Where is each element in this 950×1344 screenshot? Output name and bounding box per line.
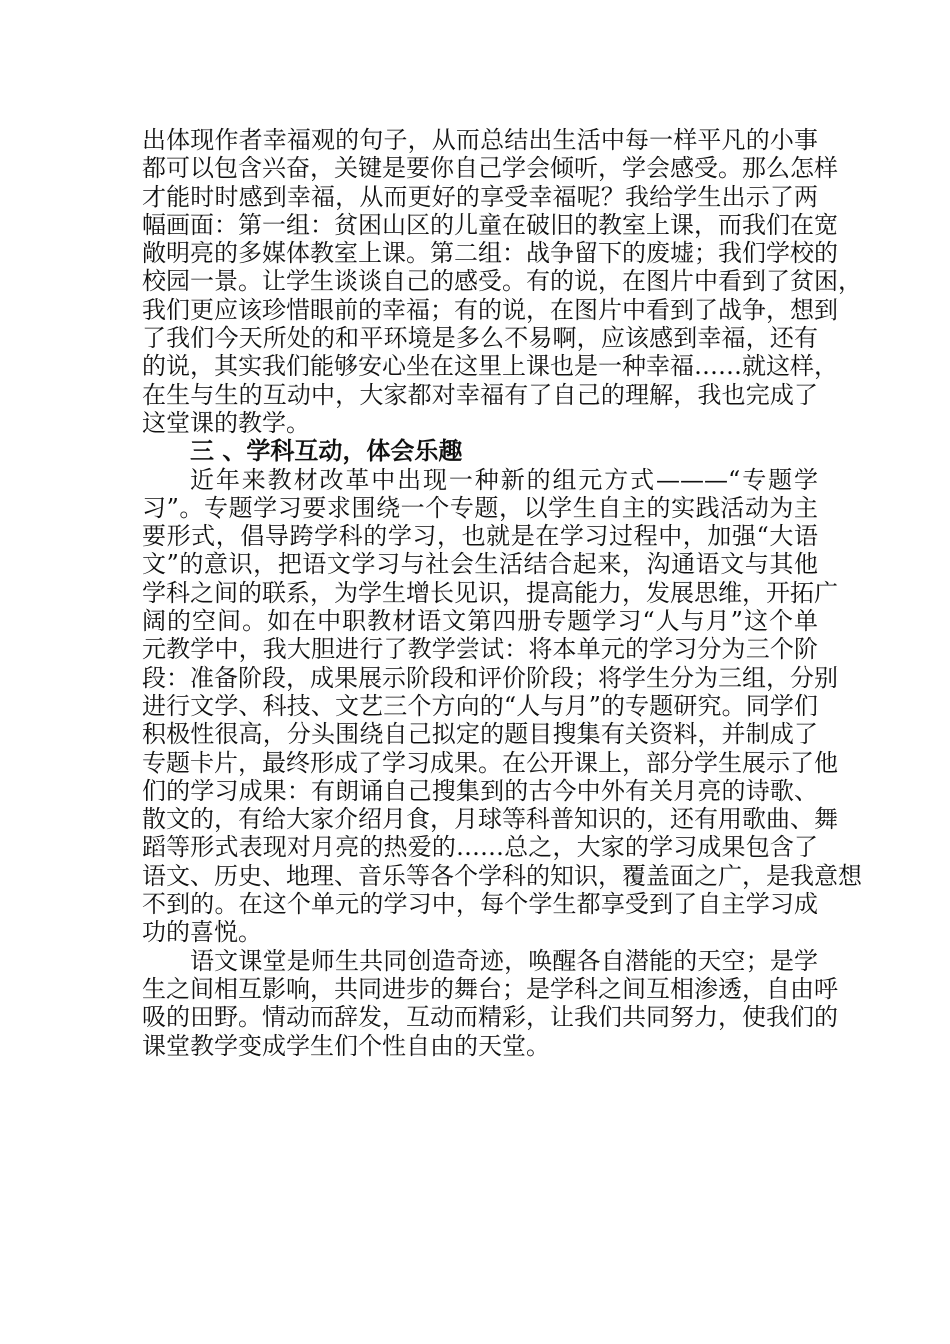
text-line: 语文、历史、地理、音乐等各个学科的知识，覆盖面之广，是我意想 bbox=[142, 861, 862, 890]
text-line: 们的学习成果：有朗诵自己搜集到的古今中外有关月亮的诗歌、 bbox=[142, 776, 818, 805]
text-line: 语文课堂是师生共同创造奇迹，唤醒各自潜能的天空；是学 bbox=[190, 946, 818, 975]
text-line: 课堂教学变成学生们个性自由的天堂。 bbox=[142, 1031, 550, 1060]
text-line: 的说，其实我们能够安心坐在这里上课也是一种幸福……就这样， bbox=[142, 352, 838, 381]
text-line: 积极性很高，分头围绕自己拟定的题目搜集有关资料，并制成了 bbox=[142, 720, 818, 749]
text-line: 我们更应该珍惜眼前的幸福；有的说，在图片中看到了战争，想到 bbox=[142, 295, 838, 324]
text-line: 都可以包含兴奋，关键是要你自己学会倾听，学会感受。那么怎样 bbox=[142, 154, 838, 183]
text-line: 校园一景。让学生谈谈自己的感受。有的说，在图片中看到了贫困， bbox=[142, 267, 862, 296]
paragraph-2 bbox=[142, 465, 862, 947]
text-line: 这堂课的教学。 bbox=[142, 408, 310, 437]
text-line: 出体现作者幸福观的句子，从而总结出生活中每一样平凡的小事 bbox=[142, 126, 818, 154]
text-line: 阔的空间。如在中职教材语文第四册专题学习“人与月”这个单 bbox=[142, 607, 818, 636]
text-line: 元教学中，我大胆进行了教学尝试：将本单元的学习分为三个阶 bbox=[142, 635, 818, 664]
text-line: 要形式，倡导跨学科的学习，也就是在学习过程中，加强“大语 bbox=[142, 522, 818, 551]
text-line: 近年来教材改革中出现一种新的组元方式———“专题学 bbox=[190, 465, 818, 494]
text-line: 才能时时感到幸福，从而更好的享受幸福呢？我给学生出示了两 bbox=[142, 182, 818, 211]
text-line: 段：准备阶段，成果展示阶段和评价阶段；将学生分为三组，分别 bbox=[142, 663, 838, 692]
text-line: 散文的，有给大家介绍月食，月球等科普知识的，还有用歌曲、舞 bbox=[142, 805, 838, 834]
paragraph-1 bbox=[142, 126, 862, 437]
text-line: 在生与生的互动中，大家都对幸福有了自己的理解，我也完成了 bbox=[142, 380, 818, 409]
text-line: 不到的。在这个单元的学习中，每个学生都享受到了自主学习成 bbox=[142, 890, 818, 919]
section-heading: 三 、学科互动，体会乐趣 bbox=[190, 436, 463, 466]
text-line: 功的喜悦。 bbox=[142, 918, 262, 947]
text-line: 进行文学、科技、文艺三个方向的“人与月”的专题研究。同学们 bbox=[142, 691, 818, 720]
text-line: 敞明亮的多媒体教室上课。第二组：战争留下的废墟；我们学校的 bbox=[142, 239, 838, 268]
text-line: 生之间相互影响，共同进步的舞台；是学科之间互相渗透，自由呼 bbox=[142, 974, 838, 1003]
text-line: 幅画面：第一组：贫困山区的儿童在破旧的教室上课，而我们在宽 bbox=[142, 210, 838, 239]
text-line: 学科之间的联系，为学生增长见识，提高能力，发展思维，开拓广 bbox=[142, 578, 838, 607]
text-line: 蹈等形式表现对月亮的热爱的……总之，大家的学习成果包含了 bbox=[142, 833, 818, 862]
text-line: 文”的意识，把语文学习与社会生活结合起来，沟通语文与其他 bbox=[142, 550, 818, 579]
paragraph-3 bbox=[142, 946, 838, 1060]
text-line: 吸的田野。情动而辞发，互动而精彩，让我们共同努力，使我们的 bbox=[142, 1003, 838, 1032]
text-line: 了我们今天所处的和平环境是多么不易啊，应该感到幸福，还有 bbox=[142, 324, 818, 353]
text-line: 专题卡片，最终形成了学习成果。在公开课上，部分学生展示了他 bbox=[142, 748, 838, 777]
text-line: 习”。专题学习要求围绕一个专题，以学生自主的实践活动为主 bbox=[142, 493, 818, 522]
document-body bbox=[142, 126, 862, 1060]
